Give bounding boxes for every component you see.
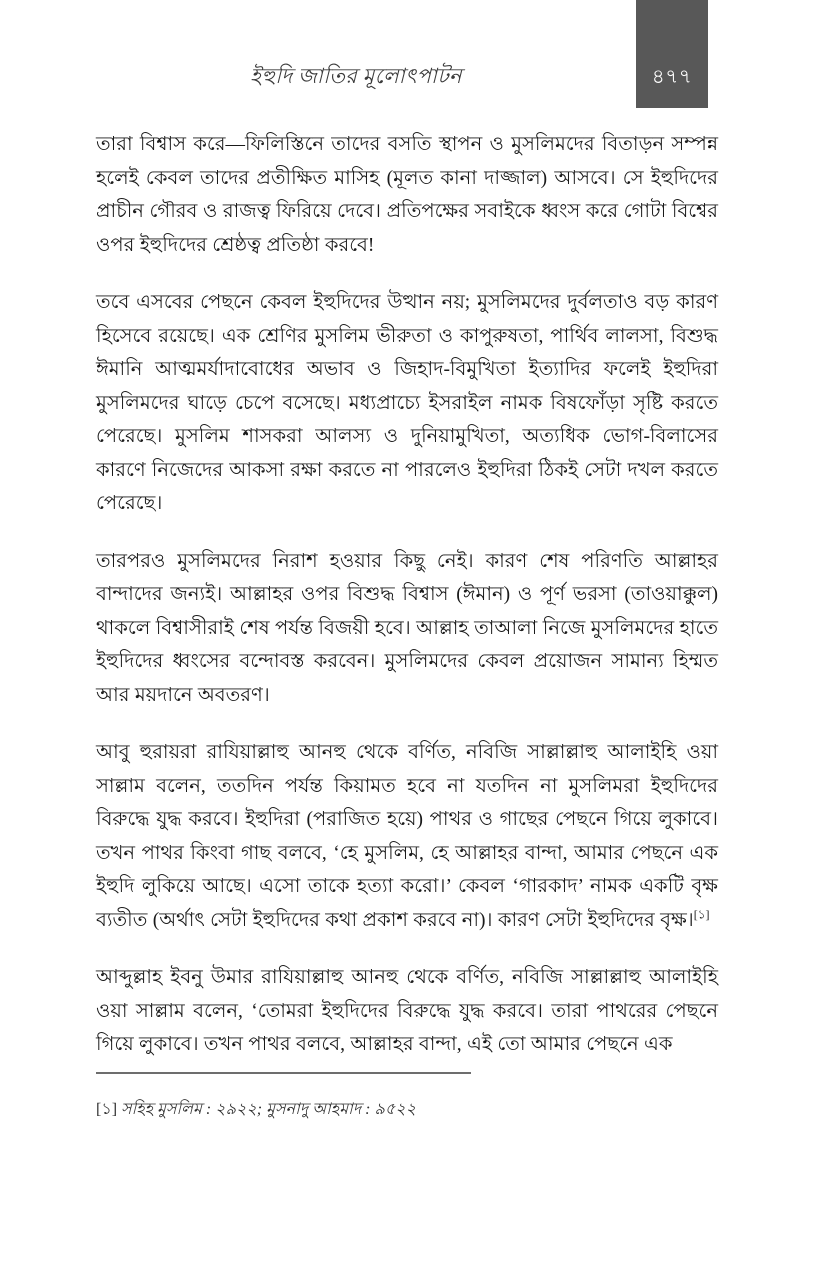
paragraph-1: তারা বিশ্বাস করে—ফিলিস্তিনে তাদের বসতি স্থাপন ও মুসলিমদের বিতাড়ন সম্পন্ন হলেই কেবল তাদের প্রতীক্ষিত মাসিহ (মূলত কানা দাজ্জাল) আসবে। সে ইহুদিদের প্রাচীন গৌরব ও রাজত্ব ফিরিয়ে দেবে। প্রতিপক্ষের সবাইকে ধ্বংস করে গোটা বিশ্বের ওপর ইহুদিদের শ্রেষ্ঠত্ব প্রতিষ্ঠা করবে! (96, 134, 718, 256)
paragraph-3: তারপরও মুসলিমদের নিরাশ হওয়ার কিছু নেই। কারণ শেষ পরিণতি আল্লাহর বান্দাদের জন্যই। আল্লাহর ওপর বিশুদ্ধ বিশ্বাস (ঈমান) ও পূর্ণ ভরসা (তাওয়াক্কুল) থাকলে বিশ্বাসীরাই শেষ পর্যন্ত বিজয়ী হবে। আল্লাহ তাআলা নিজে মুসলিমদের হাতে ইহুদিদের ধ্বংসের বন্দোবস্ত করবেন। মুসলিমদের কেবল প্রয়োজন সামান্য হিম্মত আর ময়দানে অবতরণ। (96, 550, 718, 706)
page-header (0, 0, 822, 110)
paragraph-4-text: আবু হুরায়রা রাযিয়াল্লাহু আনহু থেকে বর্ণিত, নবিজি সাল্লাল্লাহু আলাইহি ওয়া সাল্লাম বলেন, ততদিন পর্যন্ত কিয়ামত হবে না যতদিন না মুসলিমরা ইহুদিদের বিরুদ্ধে যুদ্ধ করবে। ইহুদিরা (পরাজিত হয়ে) পাথর ও গাছের পেছনে গিয়ে লুকাবে। তখন পাথর কিংবা গাছ বলবে, ‘হে মুসলিম, হে আল্লাহর বান্দা, আমার পেছনে এক ইহুদি লুকিয়ে আছে। এসো তাকে হত্যা করো।’ কেবল ‘গারকাদ’ নামক একটি বৃক্ষ ব্যতীত (অর্থাৎ সেটা ইহুদিদের কথা প্রকাশ করবে না)। কারণ সেটা ইহুদিদের বৃক্ষ। (96, 742, 718, 931)
running-title: ইহুদি জাতির মূলোৎপাটন (250, 64, 462, 88)
body-text-column (96, 128, 718, 1062)
paragraph-5: আব্দুল্লাহ ইবনু উমার রাযিয়াল্লাহু আনহু থেকে বর্ণিত, নবিজি সাল্লাল্লাহু আলাইহি ওয়া সাল্লাম বলেন, ‘তোমরা ইহুদিদের বিরুদ্ধে যুদ্ধ করবে। তারা পাথরের পেছনে গিয়ে লুকাবে। তখন পাথর বলবে, আল্লাহর বান্দা, এই তো আমার পেছনে এক (96, 967, 718, 1055)
footnote-reference-1[interactable]: [১] (693, 907, 710, 921)
footnote-citation: সহিহ মুসলিম : ২৯২২; মুসনাদু আহমাদ : ৯৫২২ (121, 1101, 417, 1118)
paragraph-4-hadith (96, 736, 718, 937)
paragraph-2: তবে এসবের পেছনে কেবল ইহুদিদের উত্থান নয়; মুসলিমদের দুর্বলতাও বড় কারণ হিসেবে রয়েছে। এক শ্রেণির মুসলিম ভীরুতা ও কাপুরুষতা, পার্থিব লালসা, বিশুদ্ধ ঈমানি আত্মমর্যাদাবোধের অভাব ও জিহাদ-বিমুখিতা ইত্যাদির ফলেই ইহুদিরা মুসলিমদের ঘাড়ে চেপে বসেছে। মধ্যপ্রাচ্যে ইসরাইল নামক বিষফোঁড়া সৃষ্টি করতে পেরেছে। মুসলিম শাসকরা আলস্য ও দুনিয়ামুখিতা, অত্যধিক ভোগ-বিলাসের কারণে নিজেদের আকসা রক্ষা করতে না পারলেও ইহুদিরা ঠিকই সেটা দখল করতে পেরেছে। (96, 292, 718, 514)
page-number: ৪৭৭ (651, 66, 693, 88)
footnote-entry-1 (96, 1098, 718, 1122)
footnote-area (96, 1072, 718, 1122)
footnote-marker: [১] (96, 1101, 118, 1118)
footnote-separator-rule (96, 1072, 471, 1074)
